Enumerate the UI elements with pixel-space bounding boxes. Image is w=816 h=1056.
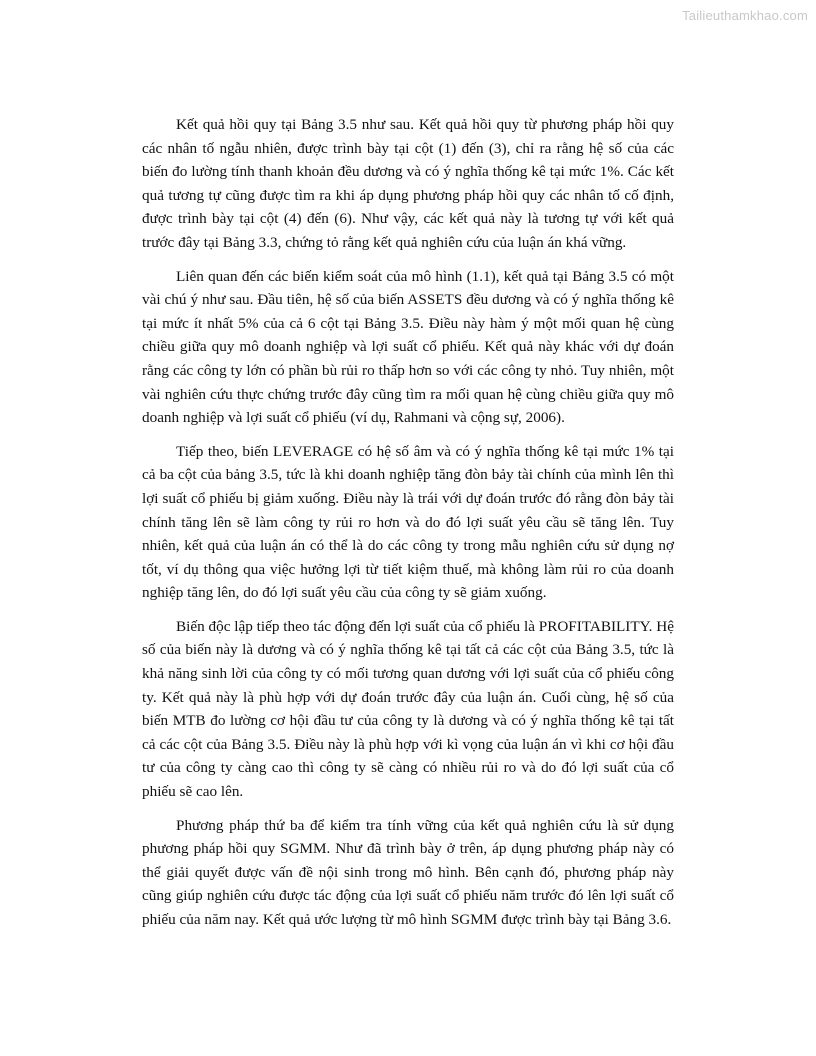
watermark: Tailieuthamkhao.com	[682, 8, 808, 23]
paragraph-4: Biến độc lập tiếp theo tác động đến lợi suất của cổ phiếu là PROFITABILITY. Hệ số của biến này là dương và có ý nghĩa thống kê tại tất cả các cột của Bảng 3.5, tức là khả năng sinh lời của công ty có mối tương quan dương với lợi suất của cổ phiếu công ty. Kết quả này là phù hợp với dự đoán trước đây của luận án. Cuối cùng, hệ số của biến MTB đo lường cơ hội đầu tư của công ty là dương và có ý nghĩa thống kê tại tất cả các cột của Bảng 3.5. Điều này là phù hợp với kì vọng của luận án vì khi cơ hội đầu tư của công ty càng cao thì công ty sẽ càng có nhiều rủi ro và do đó lợi suất của cổ phiếu sẽ cao lên.	[142, 617, 674, 801]
paragraph-5: Phương pháp thứ ba để kiểm tra tính vững của kết quả nghiên cứu là sử dụng phương pháp hồi quy SGMM. Như đã trình bày ở trên, áp dụng phương pháp này có thể giải quyết được vấn đề nội sinh trong mô hình. Bên cạnh đó, phương pháp này cũng giúp nghiên cứu được tác động của lợi suất cổ phiếu năm trước đó lên lợi suất cổ phiếu của năm nay. Kết quả ước lượng từ mô hình SGMM được trình bày tại Bảng 3.6.	[142, 816, 674, 928]
paragraph-3: Tiếp theo, biến LEVERAGE có hệ số âm và có ý nghĩa thống kê tại mức 1% tại cả ba cột của bảng 3.5, tức là khi doanh nghiệp tăng đòn bảy tài chính của mình lên thì lợi suất cổ phiếu bị giảm xuống. Điều này là trái với dự đoán trước đó rằng đòn bảy tài chính tăng lên sẽ làm công ty rủi ro hơn và do đó lợi suất yêu cầu sẽ tăng lên. Tuy nhiên, kết quả của luận án có thể là do các công ty trong mẫu nghiên cứu sử dụng nợ tốt, ví dụ thông qua việc hưởng lợi từ tiết kiệm thuế, mà không làm rủi ro của doanh nghiệp tăng lên, do đó lợi suất yêu cầu của công ty sẽ giảm xuống.	[142, 442, 674, 602]
document-body	[142, 113, 674, 942]
paragraph-2: Liên quan đến các biến kiểm soát của mô hình (1.1), kết quả tại Bảng 3.5 có một vài chú ý như sau. Đầu tiên, hệ số của biến ASSETS đều dương và có ý nghĩa thống kê tại mức ít nhất 5% của cả 6 cột tại Bảng 3.5. Điều này hàm ý một mối quan hệ cùng chiều giữa quy mô doanh nghiệp và lợi suất cổ phiếu. Kết quả này khác với dự đoán rằng các công ty lớn có phần bù rủi ro thấp hơn so với các công ty nhỏ. Tuy nhiên, một vài nghiên cứu thực chứng trước đây cũng tìm ra mối quan hệ cùng chiều giữa quy mô doanh nghiệp và lợi suất cổ phiếu (ví dụ, Rahmani và cộng sự, 2006).	[142, 267, 674, 427]
paragraph-1: Kết quả hồi quy tại Bảng 3.5 như sau. Kết quả hồi quy từ phương pháp hồi quy các nhân tố ngẫu nhiên, được trình bày tại cột (1) đến (3), chỉ ra rằng hệ số của các biến đo lường tính thanh khoản đều dương và có ý nghĩa thống kê tại mức 1%. Các kết quả tương tự cũng được tìm ra khi áp dụng phương pháp hồi quy các nhân tố cố định, được trình bày tại cột (4) đến (6). Như vậy, các kết quả này là tương tự với kết quả trước đây tại Bảng 3.3, chứng tỏ rằng kết quả nghiên cứu của luận án khá vững.	[142, 116, 674, 251]
